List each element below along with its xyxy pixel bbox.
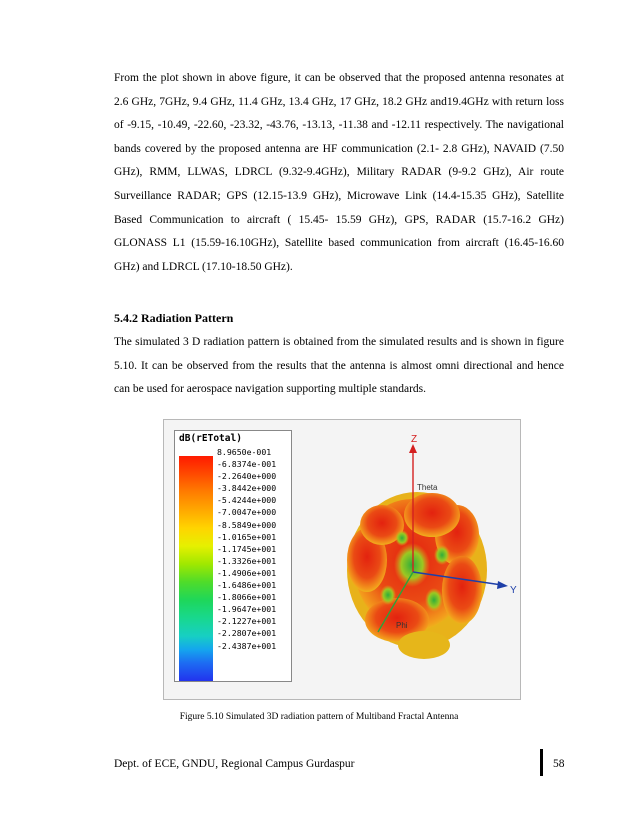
legend-value: -1.3326e+001 xyxy=(217,555,277,566)
radiation-pattern-figure xyxy=(163,419,521,700)
color-legend xyxy=(174,430,292,682)
body-paragraph-1: From the plot shown in above figure, it can be observed that the proposed antenna resonates at 2.6 GHz, 7GHz, 9.4 GHz, 11.4 GHz, 13.4 GHz, 17 GHz, 18.2 GHz and19.4GHz with return loss of -9.15, -10.49, -22.60, -23.32, -43.76, -13.13, -11.38 and -12.11 respectively. The navigational bands covered by the proposed antenna are HF communication (2.1- 2.8 GHz), NAVAID (7.50 GHz), RMM, LLWAS, LDRCL (9.32-9.4GHz), Military RADAR (9-9.2 GHz), Air route Surveillance RADAR; GPS (12.15-13.9 GHz), Microwave Link (14.4-15.35 GHz), Satellite Based Communication to aircraft ( 15.45- 15.59 GHz), GPS, RADAR (15.7-16.2 GHz) GLONASS L1 (15.59-16.10GHz), Satellite based communication from aircraft (16.45-16.60 GHz) and LDRCL (17.10-18.50 GHz). xyxy=(114,72,564,273)
legend-color-bar xyxy=(179,456,213,681)
legend-value: -1.4906e+001 xyxy=(217,567,277,578)
legend-values xyxy=(217,446,293,652)
legend-value: -2.2807e+001 xyxy=(217,628,277,639)
phi-label: Phi xyxy=(396,621,408,630)
legend-value: -3.8442e+000 xyxy=(217,483,277,494)
radiation-pattern-plot xyxy=(292,420,520,699)
footer-divider xyxy=(540,749,543,776)
theta-label: Theta xyxy=(417,483,438,492)
legend-value: -6.8374e-001 xyxy=(217,459,277,470)
legend-value: -1.8066e+001 xyxy=(217,592,277,603)
legend-value: -1.0165e+001 xyxy=(217,531,277,542)
legend-value: -2.2640e+000 xyxy=(217,471,277,482)
legend-value: 8.9650e-001 xyxy=(217,447,272,457)
pattern-body xyxy=(347,492,487,659)
legend-value: -7.0047e+000 xyxy=(217,507,277,518)
legend-value: -1.6486e+001 xyxy=(217,580,277,591)
z-axis-label: Z xyxy=(411,434,418,445)
page-number: 58 xyxy=(553,758,565,770)
legend-value: -2.1227e+001 xyxy=(217,616,277,627)
legend-title: dB(rETotal) xyxy=(179,433,242,444)
legend-value: -1.1745e+001 xyxy=(217,543,277,554)
legend-value: -1.9647e+001 xyxy=(217,604,277,615)
y-axis-label: Y xyxy=(510,585,517,596)
section-heading: 5.4.2 Radiation Pattern xyxy=(114,311,234,325)
footer-department: Dept. of ECE, GNDU, Regional Campus Gurdaspur xyxy=(114,758,355,770)
legend-value: -8.5849e+000 xyxy=(217,519,277,530)
body-paragraph-2: The simulated 3 D radiation pattern is obtained from the simulated results and is shown in figure 5.10. It can be observed from the results that the antenna is almost omni directional and hence can be used for aerospace navigation supporting multiple standards. xyxy=(114,336,564,396)
legend-value: -5.4244e+000 xyxy=(217,495,277,506)
figure-caption: Figure 5.10 Simulated 3D radiation pattern of Multiband Fractal Antenna xyxy=(179,712,459,722)
legend-value: -2.4387e+001 xyxy=(217,640,277,651)
